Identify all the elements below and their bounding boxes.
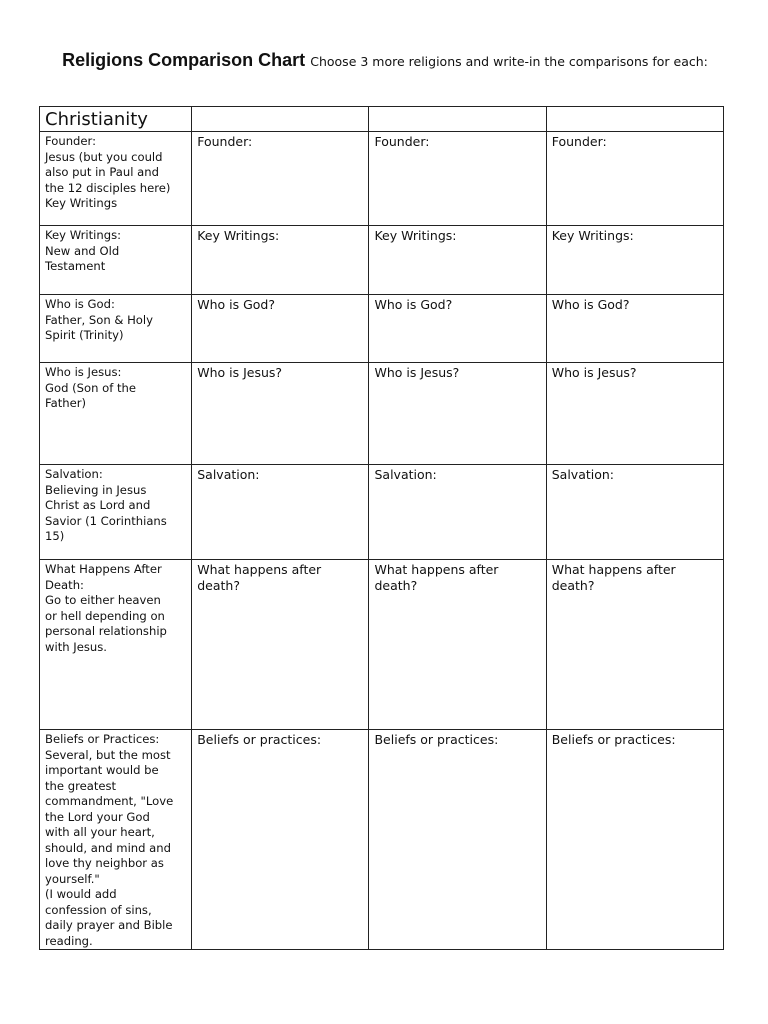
religion-header-row <box>40 107 724 132</box>
cell-text-line: Go to either heaven <box>45 593 161 607</box>
write-in-cell[interactable] <box>369 465 546 560</box>
cell-text-line: yourself." <box>45 871 100 886</box>
cell-text-line: Who is God? <box>551 297 630 312</box>
cell-text-line: Beliefs or Practices: <box>45 732 160 746</box>
cell-text-line: death? <box>197 578 240 593</box>
afterlife-row <box>40 560 724 730</box>
christianity-answer-cell <box>40 465 192 560</box>
cell-text-line: Founder: <box>45 134 97 148</box>
write-in-cell[interactable] <box>192 295 369 363</box>
cell-text-line: personal relationship <box>45 624 167 638</box>
cell-text-line: Father, Son & Holy <box>45 312 153 327</box>
christianity-answer-cell <box>40 226 192 295</box>
cell-text-line: Key Writings: <box>551 228 634 243</box>
cell-text-line: 15) <box>45 529 65 543</box>
cell-text-line: Beliefs or practices: <box>374 732 499 747</box>
beliefs-row <box>40 730 724 950</box>
cell-text-line: Savior (1 Corinthians <box>45 513 167 528</box>
cell-text-line: with all your heart, <box>45 825 155 839</box>
christianity-answer-cell <box>40 295 192 363</box>
cell-text-line: Key Writings: <box>45 228 122 242</box>
cell-text-line: Beliefs or practices: <box>551 732 676 747</box>
cell-text-line: Salvation: <box>45 467 103 481</box>
cell-text-line: with Jesus. <box>45 639 107 654</box>
key-writings-row <box>40 226 724 295</box>
cell-text-line: confession of sins, <box>45 902 152 917</box>
write-in-cell[interactable] <box>192 560 369 730</box>
cell-text-line: Father) <box>45 396 87 410</box>
write-in-cell[interactable] <box>369 730 546 950</box>
cell-text-line: Who is Jesus? <box>551 365 637 380</box>
cell-text-line: What happens after <box>551 562 676 577</box>
cell-text-line: Who is Jesus: <box>45 365 122 379</box>
cell-text-line: Key Writings: <box>374 228 457 243</box>
write-in-cell[interactable] <box>369 226 546 295</box>
cell-text-line: death? <box>374 578 418 593</box>
cell-text-line: God (Son of the <box>45 380 137 395</box>
page-title: Religions Comparison Chart <box>62 50 306 70</box>
write-in-cell[interactable] <box>546 295 723 363</box>
instructions-text: Choose 3 more religions and write-in the comparisons for each: <box>310 54 708 69</box>
cell-text-line: Founder: <box>197 134 253 149</box>
chart-header <box>40 48 730 74</box>
cell-text-line: What happens after <box>197 562 322 577</box>
write-in-cell[interactable] <box>546 226 723 295</box>
cell-text-line: Several, but the most <box>45 747 171 762</box>
cell-text-line: the 12 disciples here) <box>45 180 171 195</box>
write-in-cell[interactable] <box>546 730 723 950</box>
cell-text-line: Christ as Lord and <box>45 498 151 512</box>
cell-text-line: Testament <box>45 259 106 273</box>
cell-text-line: Who is God? <box>374 297 453 312</box>
who-is-jesus-row <box>40 363 724 465</box>
cell-text-line: should, and mind and <box>45 840 171 855</box>
cell-text-line: New and Old <box>45 243 120 258</box>
comparison-table <box>39 106 724 950</box>
cell-text-line: love thy neighbor as <box>45 856 164 870</box>
cell-text-line: Believing in Jesus <box>45 482 147 497</box>
cell-text-line: Founder: <box>374 134 430 149</box>
cell-text-line: daily prayer and Bible <box>45 918 173 932</box>
christianity-answer-cell <box>40 363 192 465</box>
cell-text-line: Beliefs or practices: <box>197 732 322 747</box>
cell-text-line: also put in Paul and <box>45 165 159 179</box>
religion-name-cell[interactable] <box>369 107 546 132</box>
cell-text-line: Jesus (but you could <box>45 149 163 164</box>
cell-text-line: Founder: <box>551 134 607 149</box>
write-in-cell[interactable] <box>192 226 369 295</box>
cell-text-line: Death: <box>45 577 84 592</box>
write-in-cell[interactable] <box>192 363 369 465</box>
cell-text-line: Salvation: <box>551 467 615 482</box>
cell-text-line: the greatest <box>45 778 117 793</box>
religion-name-cell[interactable]: Christianity <box>40 107 192 132</box>
cell-text-line: Salvation: <box>374 467 437 482</box>
write-in-cell[interactable] <box>192 132 369 226</box>
christianity-answer-cell <box>40 730 192 950</box>
cell-text-line: reading. <box>45 933 93 948</box>
cell-text-line: Salvation: <box>197 467 260 482</box>
salvation-row <box>40 465 724 560</box>
cell-text-line: What Happens After <box>45 562 162 576</box>
write-in-cell[interactable] <box>369 295 546 363</box>
religion-name-cell[interactable] <box>546 107 723 132</box>
religion-name-cell[interactable] <box>192 107 369 132</box>
cell-text-line: important would be <box>45 763 159 777</box>
who-is-god-row <box>40 295 724 363</box>
cell-text-line: Who is Jesus? <box>197 365 283 380</box>
cell-text-line: What happens after <box>374 562 499 577</box>
write-in-cell[interactable] <box>369 363 546 465</box>
cell-text-line: death? <box>551 578 595 593</box>
write-in-cell[interactable] <box>546 132 723 226</box>
write-in-cell[interactable] <box>546 560 723 730</box>
christianity-answer-cell <box>40 560 192 730</box>
cell-text-line: Key Writings: <box>197 228 280 243</box>
write-in-cell[interactable] <box>369 132 546 226</box>
write-in-cell[interactable] <box>192 465 369 560</box>
write-in-cell[interactable] <box>546 363 723 465</box>
cell-text-line: Spirit (Trinity) <box>45 328 124 342</box>
cell-text-line: Key Writings <box>45 196 118 210</box>
cell-text-line: the Lord your God <box>45 809 150 824</box>
cell-text-line: or hell depending on <box>45 608 165 623</box>
cell-text-line: Who is Jesus? <box>374 365 460 380</box>
cell-text-line: (I would add <box>45 887 117 901</box>
christianity-answer-cell <box>40 132 192 226</box>
write-in-cell[interactable] <box>546 465 723 560</box>
write-in-cell[interactable] <box>369 560 546 730</box>
cell-text-line: Who is God: <box>45 297 115 311</box>
write-in-cell[interactable] <box>192 730 369 950</box>
founder-row <box>40 132 724 226</box>
cell-text-line: commandment, "Love <box>45 794 174 808</box>
cell-text-line: Who is God? <box>197 297 275 312</box>
